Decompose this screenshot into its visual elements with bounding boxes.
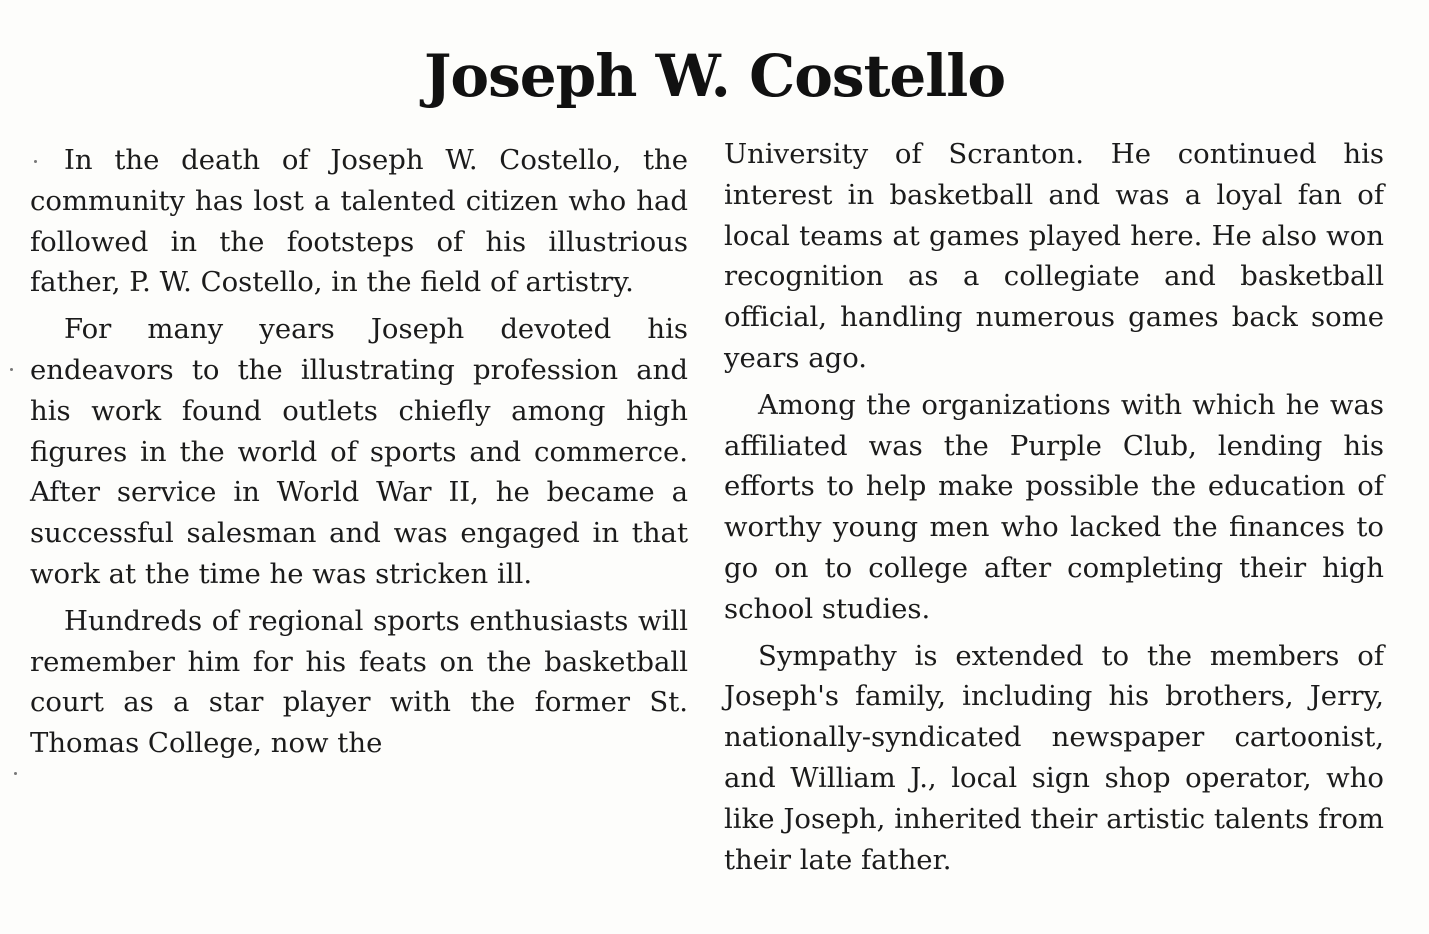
paragraph-basketball: Hundreds of regional sports enthusiasts will remember him for his feats on the basketball court as a star player with the former St. Thomas College, now the bbox=[30, 604, 688, 760]
print-speck bbox=[14, 772, 17, 775]
left-column bbox=[30, 140, 688, 770]
paragraph-basketball-continued: University of Scranton. He continued his interest in basketball and was a loyal fan of local teams at games played here. He also won recognition as a collegiate and basketball official, handling numerous games back some years ago. bbox=[724, 138, 1384, 374]
paragraph-career: For many years Joseph devoted his endeavors to the illustrating profession and his work found outlets chiefly among high figures in the world of sports and commerce. After service in World War II, he became a successful salesman and was engaged in that work at the time he was stricken ill. bbox=[30, 313, 688, 590]
print-speck bbox=[10, 368, 13, 371]
article-title: Joseph W. Costello bbox=[423, 42, 1006, 110]
print-speck bbox=[34, 160, 37, 163]
paragraph-death-announcement: In the death of Joseph W. Costello, the community has lost a talented citizen who had followed in the footsteps of his illustrious father, P. W. Costello, in the field of artistry. bbox=[30, 144, 688, 299]
paragraph-organizations: Among the organizations with which he was affiliated was the Purple Club, lending his efforts to help make possible the education of worthy young men who lacked the finances to go on to college after completing their high school studies. bbox=[724, 388, 1384, 625]
right-column bbox=[724, 134, 1384, 886]
paragraph-sympathy: Sympathy is extended to the members of Joseph's family, including his brothers, Jerry, nationally-syndicated newspaper cartoonist, and William J., local sign shop operator, who like Joseph, inherited their artistic talents from their late father. bbox=[724, 639, 1384, 876]
